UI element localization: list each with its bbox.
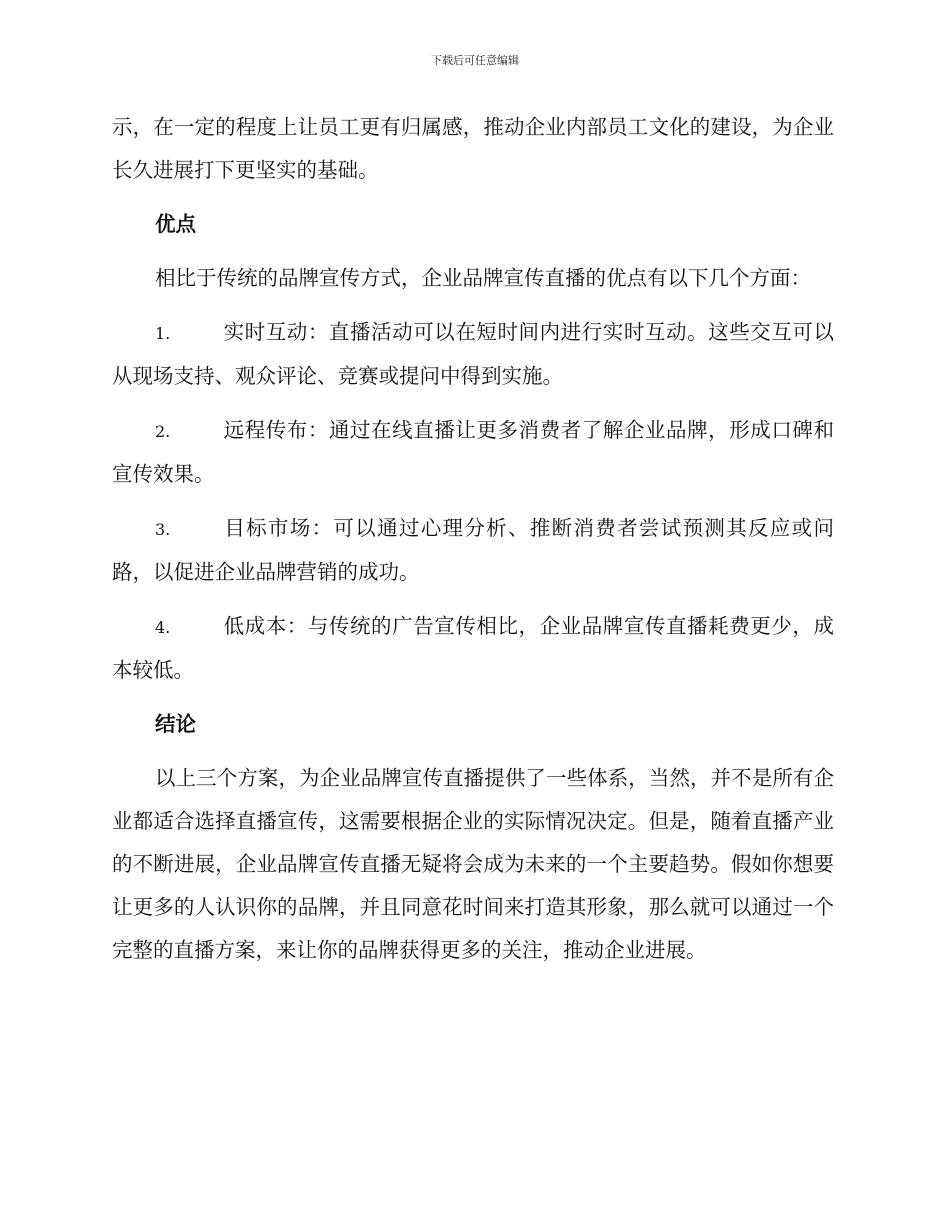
list-item-number: 2.	[155, 422, 171, 441]
advantages-heading: 优点	[155, 212, 196, 236]
list-item-number: 4.	[155, 618, 171, 637]
list-item-text: 远程传布：通过在线直播让更多消费者了解企业品牌，形成口碑和宣传效果。	[112, 418, 834, 486]
list-item-text: 实时互动：直播活动可以在短时间内进行实时互动。这些交互可以从现场支持、观众评论、竞赛或提问中得到实施。	[112, 320, 834, 388]
list-item-text: 目标市场：可以通过心理分析、推断消费者尝试预测其反应或问路，以促进企业品牌营销的成功。	[112, 516, 834, 584]
list-item	[112, 311, 834, 398]
document-body	[112, 106, 834, 972]
conclusion-paragraph: 以上三个方案，为企业品牌宣传直播提供了一些体系，当然，并不是所有企业都适合选择直播宣传，这需要根据企业的实际情况决定。但是，随着直播产业的不断进展，企业品牌宣传直播无疑将会成为未来的一个主要趋势。假如你想要让更多的人认识你的品牌，并且同意花时间来打造其形象，那么就可以通过一个完整的直播方案，来让你的品牌获得更多的关注，推动企业进展。	[112, 766, 834, 962]
list-item-number: 3.	[155, 520, 171, 539]
list-item-text: 低成本：与传统的广告宣传相比，企业品牌宣传直播耗费更少，成本较低。	[112, 614, 834, 682]
list-item	[112, 605, 834, 692]
advantages-lead-paragraph: 相比于传统的品牌宣传方式，企业品牌宣传直播的优点有以下几个方面：	[155, 266, 811, 290]
list-item	[112, 507, 834, 594]
list-item	[112, 409, 834, 496]
conclusion-heading: 结论	[155, 712, 196, 736]
intro-paragraph: 示，在一定的程度上让员工更有归属感，推动企业内部员工文化的建设，为企业长久进展打下更坚实的基础。	[112, 115, 834, 182]
page-header: 下载后可任意编辑	[431, 54, 519, 67]
list-item-number: 1.	[155, 324, 171, 343]
